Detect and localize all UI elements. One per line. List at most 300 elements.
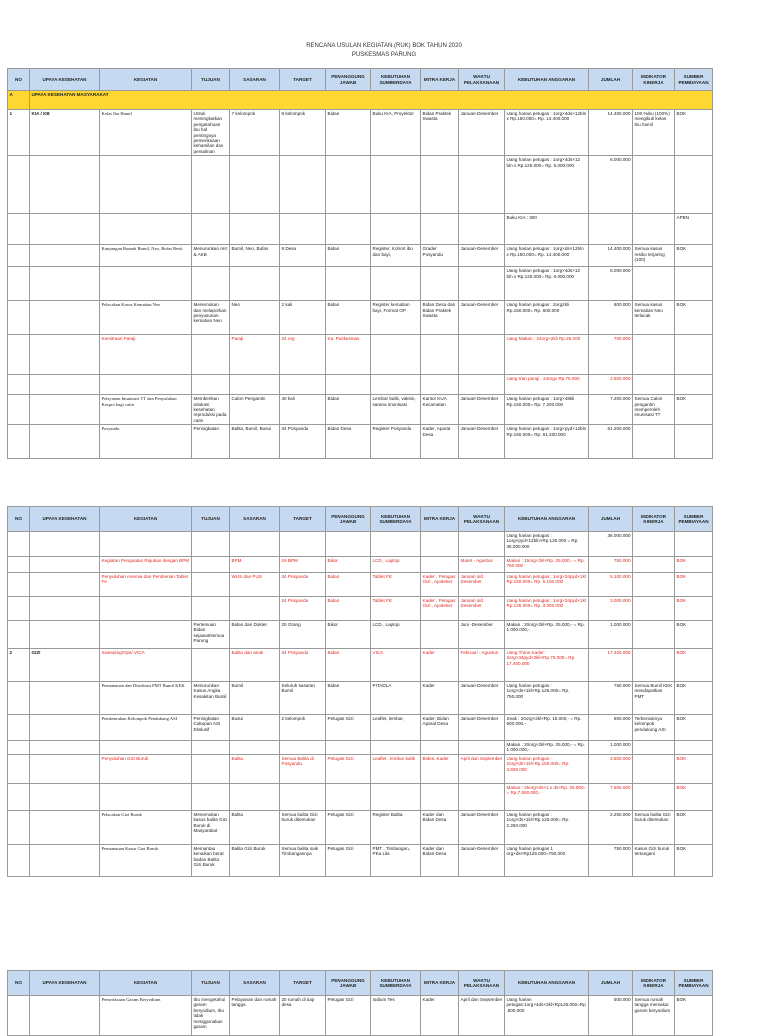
cell-anggaran: Uang harian petugas : 2org2kli Rp.150.000= Rp. 600.000	[505, 301, 589, 335]
cell-kegiatan: Penyuluhan Gizi Buruk	[100, 754, 192, 783]
column-header: WAKTU PELAKSANAAN	[459, 971, 505, 996]
column-header: MITRA KERJA	[421, 507, 459, 532]
cell-sdm	[371, 741, 421, 755]
table-row	[8, 110, 713, 156]
cell-kegiatan: Pelacakan Kasus Kematian Neo	[100, 301, 192, 335]
cell-jumlah: 6.000.000	[589, 267, 633, 301]
column-header: INDIKATOR KINERJA	[633, 971, 675, 996]
cell-sumber: BOK	[675, 395, 713, 425]
cell-upaya	[30, 301, 100, 335]
cell-pj: Bidan	[326, 245, 371, 267]
cell-sumber: BOK	[675, 573, 713, 597]
cell-no: 1	[8, 110, 30, 156]
cell-tujuan	[192, 754, 230, 783]
cell-mitra: Grader Posyandu	[421, 245, 459, 267]
table-row	[8, 267, 713, 301]
cell-jumlah: 6.000.000	[589, 156, 633, 214]
column-header: WAKTU PELAKSANAAN	[459, 69, 505, 91]
column-header: MITRA KERJA	[421, 69, 459, 91]
cell-sumber	[675, 532, 713, 557]
cell-sdm	[371, 156, 421, 214]
cell-waktu	[459, 156, 505, 214]
column-header: SASARAN	[230, 69, 280, 91]
cell-jumlah	[589, 214, 633, 245]
cell-sdm	[371, 335, 421, 375]
cell-jumlah: 750.000	[589, 682, 633, 715]
cell-anggaran: Uang harian petugas:1org×4ds×2kl×Rp125.000=Rp.500.000	[505, 996, 589, 1036]
cell-sumber	[675, 425, 713, 459]
cell-anggaran: Uang harian petugas : 1org×34pyd×1kl Rp.150.000= Rp. 5.100.000	[505, 573, 589, 597]
cell-jumlah: 5.100.000	[589, 573, 633, 597]
cell-tujuan: Memantau kenaikan berat badan Balita Gizi Buruk	[192, 844, 230, 876]
cell-kegiatan: Pemantauan dan Distribusi PMT Bumil KEK	[100, 682, 192, 715]
cell-sdm: Leaflet, lembar,	[371, 715, 421, 741]
cell-sumber: BOK	[675, 621, 713, 649]
table-row	[8, 395, 713, 425]
cell-pj	[326, 783, 371, 810]
cell-mitra: Kader dan Bidan Desa	[421, 810, 459, 844]
cell-pj	[326, 375, 371, 395]
cell-no	[8, 844, 30, 876]
cell-pj: Bidan	[326, 682, 371, 715]
cell-upaya	[30, 741, 100, 755]
cell-no	[8, 557, 30, 573]
column-header: NO	[8, 69, 30, 91]
cell-indikator: Semua rumah tangga memakai garam beryodium	[633, 996, 675, 1036]
cell-target: 19 BPM	[280, 557, 326, 573]
cell-kegiatan	[100, 214, 192, 245]
cell-mitra: Kader, Aparat Desa	[421, 425, 459, 459]
header-row	[8, 507, 713, 532]
cell-sumber	[675, 741, 713, 755]
cell-waktu: Januari-Desember	[459, 844, 505, 876]
cell-kegiatan: Posyandu	[100, 425, 192, 459]
column-header: KEGIATAN	[100, 69, 192, 91]
cell-jumlah: 500.000	[589, 996, 633, 1036]
table-row	[8, 301, 713, 335]
cell-upaya	[30, 996, 100, 1036]
cell-target: Seluruh sasaran Bumil	[280, 682, 326, 715]
cell-sumber	[675, 156, 713, 214]
column-header: JUMLAH	[589, 69, 633, 91]
column-header: WAKTU PELAKSANAAN	[459, 507, 505, 532]
table-row	[8, 532, 713, 557]
table-row	[8, 245, 713, 267]
cell-indikator	[633, 267, 675, 301]
cell-mitra	[421, 532, 459, 557]
cell-jumlah: 1.000.000	[589, 621, 633, 649]
cell-mitra: Kader	[421, 649, 459, 682]
cell-tujuan: Menurunkan Kasus Angka Kesakitan Bumil	[192, 682, 230, 715]
column-header: NO	[8, 971, 30, 996]
table-row	[8, 375, 713, 395]
cell-sasaran	[230, 741, 280, 755]
cell-target: Semua Balita di Posyandu	[280, 754, 326, 783]
table-row	[8, 649, 713, 682]
cell-sasaran: Bidan dan Dokter	[230, 621, 280, 649]
column-header: TUJUAN	[192, 507, 230, 532]
cell-sumber: BOK	[675, 649, 713, 682]
column-header: SUMBER PEMBIAYAAN	[675, 971, 713, 996]
cell-anggaran: Snak : 20org×2kl×Rp. 15.000,- = Rp. 600.000,-	[505, 715, 589, 741]
cell-mitra	[421, 375, 459, 395]
cell-indikator: Semua Calon pengantin memperoleh imunisasi TT	[633, 395, 675, 425]
cell-anggaran: Uang harian petugas 1 org×ds×Rp125.000=750.000	[505, 844, 589, 876]
cell-anggaran: Uang harian petugas : 1org×4ds×12 bln x Rp.125.000= Rp. 6.000.000	[505, 156, 589, 214]
column-header: TARGET	[280, 971, 326, 996]
cell-target: 24 org	[280, 335, 326, 375]
cell-sdm	[371, 214, 421, 245]
budget-table-page-1	[7, 68, 713, 459]
column-header: INDIKATOR KINERJA	[633, 507, 675, 532]
cell-pj: Petugas Gizi	[326, 844, 371, 876]
cell-jumlah: 7.200.000	[589, 395, 633, 425]
table-row	[8, 783, 713, 810]
cell-upaya	[30, 532, 100, 557]
column-header: MITRA KERJA	[421, 971, 459, 996]
cell-sasaran: Pelayanan dan rumah tangga	[230, 996, 280, 1036]
cell-sumber: BOK	[675, 754, 713, 783]
cell-indikator	[633, 156, 675, 214]
cell-jumlah: 14.400.000	[589, 245, 633, 267]
cell-no	[8, 245, 30, 267]
table-row	[8, 682, 713, 715]
cell-sasaran: Balita	[230, 810, 280, 844]
title-line-2: PUSKESMAS PARUNG	[351, 52, 417, 58]
cell-sasaran: Balita	[230, 754, 280, 783]
cell-sumber: BOK	[675, 245, 713, 267]
column-header: KEBUTUHAN ANGGARAN	[505, 69, 589, 91]
cell-kegiatan: Pemantauan Kasus Gizi Buruk	[100, 844, 192, 876]
cell-no	[8, 783, 30, 810]
cell-tujuan	[192, 573, 230, 597]
table-row	[8, 844, 713, 876]
cell-anggaran: Uang harian petugas : 1org×pyd×12bln×Rp.125.000 = Rp. 36.000.000	[505, 532, 589, 557]
cell-sdm: PMT , Timbangan, PKa Lila	[371, 844, 421, 876]
cell-waktu	[459, 267, 505, 301]
cell-tujuan: Ibu mengetahui garam beryodium, Ibu tidak menggunakan garam	[192, 996, 230, 1036]
cell-upaya	[30, 754, 100, 783]
cell-pj	[326, 741, 371, 755]
cell-sasaran: Bumil, Neo, Bufas	[230, 245, 280, 267]
cell-waktu: Januari s/d Desember	[459, 597, 505, 621]
cell-kegiatan: Kegiatan Penguatan Rujukan dengan BPM	[100, 557, 192, 573]
cell-mitra: Kader , Petugas Gizi , Apoteker	[421, 597, 459, 621]
cell-sasaran	[230, 375, 280, 395]
cell-sdm: Tablet FE	[371, 597, 421, 621]
cell-upaya	[30, 335, 100, 375]
column-header: UPAYA KESEHATAN	[30, 507, 100, 532]
cell-mitra: Bides, Kader	[421, 754, 459, 783]
cell-waktu: Januari s/d Desember	[459, 573, 505, 597]
cell-sdm: Lembar balik, vaksin, sarana imunisasi	[371, 395, 421, 425]
cell-sasaran: Bumil	[230, 682, 280, 715]
cell-target: 34 Posyandu	[280, 425, 326, 459]
cell-kegiatan	[100, 532, 192, 557]
cell-kegiatan	[100, 783, 192, 810]
cell-mitra: Kantor KUA Kecamatan	[421, 395, 459, 425]
table-row	[8, 621, 713, 649]
cell-sumber: BOK	[675, 682, 713, 715]
cell-kegiatan	[100, 156, 192, 214]
cell-no	[8, 301, 30, 335]
cell-kegiatan	[100, 621, 192, 649]
cell-no	[8, 741, 30, 755]
cell-waktu: Januari-Desember	[459, 245, 505, 267]
cell-anggaran: Buku KIA : 300	[505, 214, 589, 245]
column-header: PENANGGUNG JAWAB	[326, 971, 371, 996]
section-number: A	[8, 91, 30, 110]
cell-mitra	[421, 214, 459, 245]
cell-kegiatan: Sweeping/Ops/ VICA	[100, 649, 192, 682]
cell-pj: Bidan	[326, 649, 371, 682]
cell-no	[8, 573, 30, 597]
cell-indikator	[633, 214, 675, 245]
cell-mitra: Kader, Bidan Aparat Desa	[421, 715, 459, 741]
cell-pj	[326, 532, 371, 557]
cell-anggaran: Makan : 25org×ds×1 x ds×Rp. 25.000,- = Rp.7.500.000,-	[505, 783, 589, 810]
table-row	[8, 557, 713, 573]
cell-mitra: Kader	[421, 996, 459, 1036]
cell-sumber: BOK	[675, 597, 713, 621]
cell-anggaran: Makan : 20org×2kl×Rp. 25.000,- = Rp. 1.000.000,-	[505, 621, 589, 649]
cell-jumlah: 750.000	[589, 557, 633, 573]
cell-tujuan	[192, 156, 230, 214]
table-row	[8, 597, 713, 621]
cell-indikator: Semua kasus kematian Neo terlacak	[633, 301, 675, 335]
cell-upaya	[30, 267, 100, 301]
cell-sasaran	[230, 214, 280, 245]
cell-mitra: Kader dan Bidan Desa	[421, 844, 459, 876]
cell-tujuan	[192, 335, 230, 375]
cell-tujuan	[192, 741, 230, 755]
column-header: UPAYA KESEHATAN	[30, 971, 100, 996]
cell-tujuan: Menemukan kasus balita Gizi Buruk di Masyarakat	[192, 810, 230, 844]
cell-sasaran	[230, 597, 280, 621]
cell-sdm: Register Posyandu	[371, 425, 421, 459]
column-header: TARGET	[280, 69, 326, 91]
cell-target: 2 kelompok	[280, 715, 326, 741]
cell-jumlah: 3.000.000	[589, 597, 633, 621]
cell-sumber: APBN	[675, 214, 713, 245]
cell-indikator	[633, 649, 675, 682]
cell-waktu: Januari-Desember	[459, 301, 505, 335]
cell-upaya	[30, 715, 100, 741]
cell-anggaran: Uang tran paraji : 24orgx Rp.75.000	[505, 375, 589, 395]
cell-sdm	[371, 267, 421, 301]
cell-anggaran: Uang Trans Kader : 2org×34pyd×2kli×Rp.75.000= Rp. 17.400.000	[505, 649, 589, 682]
cell-tujuan: Peningkatan	[192, 425, 230, 459]
cell-target	[280, 532, 326, 557]
column-header: KEBUTUHAN SUMBERDAYA	[371, 507, 421, 532]
cell-indikator	[633, 741, 675, 755]
cell-jumlah: 2.500.000	[589, 375, 633, 395]
column-header: SASARAN	[230, 507, 280, 532]
cell-sumber: BOK	[675, 844, 713, 876]
cell-pj: Bidan	[326, 597, 371, 621]
cell-pj	[326, 267, 371, 301]
cell-target: 8 kelompok	[280, 110, 326, 156]
cell-waktu: Juni -Desember	[459, 621, 505, 649]
cell-indikator	[633, 425, 675, 459]
header-row	[8, 69, 713, 91]
cell-indikator	[633, 621, 675, 649]
cell-sdm	[371, 783, 421, 810]
cell-sasaran: Paraji	[230, 335, 280, 375]
cell-kegiatan: Pelayanan Imunisasi TT dan Penyuluhan Kespro bagi catin	[100, 395, 192, 425]
cell-sdm: Register, Kohort ibu dan bayi,	[371, 245, 421, 267]
cell-jumlah: 14.400.000	[589, 110, 633, 156]
cell-upaya: KIA / KB	[30, 110, 100, 156]
cell-sasaran: WUS dan PUS	[230, 573, 280, 597]
cell-sdm: LCD , Laptop	[371, 557, 421, 573]
cell-no	[8, 754, 30, 783]
cell-target	[280, 156, 326, 214]
cell-anggaran: Makan : 20org×2kl×Rp. 25.000,- = Rp. 1.000.000,-	[505, 741, 589, 755]
cell-sdm: Iodium Tes	[371, 996, 421, 1036]
cell-tujuan: Menemukan dan melaporkan penyusunan kematian Neo	[192, 301, 230, 335]
cell-no	[8, 156, 30, 214]
cell-upaya	[30, 844, 100, 876]
section-row	[8, 91, 713, 110]
cell-pj: Petugas Gizi	[326, 810, 371, 844]
cell-target: 2 kali	[280, 301, 326, 335]
cell-sasaran: Balita Gizi Buruk	[230, 844, 280, 876]
column-header: KEGIATAN	[100, 507, 192, 532]
cell-mitra	[421, 156, 459, 214]
cell-waktu: Januari-Desember	[459, 715, 505, 741]
cell-target: 20 rumah di tiap desa	[280, 996, 326, 1036]
cell-indikator	[633, 532, 675, 557]
cell-no	[8, 621, 30, 649]
cell-waktu: April dan September	[459, 754, 505, 783]
cell-anggaran: Uang harian petugas : 1org×34pyd×1kl Rp.125.000= Rp. 3.000.000	[505, 597, 589, 621]
cell-sasaran	[230, 783, 280, 810]
column-header: PENANGGUNG JAWAB	[326, 507, 371, 532]
cell-waktu	[459, 741, 505, 755]
cell-indikator: Terbentuknya kelompok pendukung ASI	[633, 715, 675, 741]
cell-no	[8, 395, 30, 425]
cell-jumlah: 600.000	[589, 715, 633, 741]
cell-pj	[326, 214, 371, 245]
cell-sasaran: Balita dan anak	[230, 649, 280, 682]
column-header: TUJUAN	[192, 69, 230, 91]
budget-table-page-2	[7, 506, 713, 877]
cell-tujuan	[192, 597, 230, 621]
cell-jumlah: 1.000.000	[589, 741, 633, 755]
header-row	[8, 971, 713, 996]
cell-upaya	[30, 375, 100, 395]
cell-sumber: BOK	[675, 810, 713, 844]
cell-jumlah: 2.250.000	[589, 810, 633, 844]
cell-kegiatan	[100, 741, 192, 755]
cell-upaya	[30, 621, 100, 649]
cell-kegiatan: Pemeriksaan Garam Beryodium	[100, 996, 192, 1036]
cell-tujuan	[192, 375, 230, 395]
cell-target: 20 Orang	[280, 621, 326, 649]
cell-anggaran: Uang harian petugas : 1org×ds×12bln x Rp.150.000= Rp. 14.400.000	[505, 245, 589, 267]
cell-mitra: Bidan Desa dan Bidan Praktek Swasta	[421, 301, 459, 335]
column-header: NO	[8, 507, 30, 532]
cell-target: 34 Posyandu	[280, 649, 326, 682]
cell-target	[280, 214, 326, 245]
cell-indikator	[633, 573, 675, 597]
column-header: JUMLAH	[589, 971, 633, 996]
cell-indikator	[633, 597, 675, 621]
cell-sdm: Register kematian bayi, Format OP	[371, 301, 421, 335]
cell-mitra	[421, 621, 459, 649]
cell-indikator: 100 %ibu (100%) mengikuti kelas ibu hamil	[633, 110, 675, 156]
cell-no	[8, 532, 30, 557]
cell-mitra	[421, 267, 459, 301]
cell-kegiatan: Pembentukan Kelompok Pendukung ASI	[100, 715, 192, 741]
cell-sasaran: Neo	[230, 301, 280, 335]
cell-kegiatan: Kunjungan Rumah Bumil, Neo, Bufas Resti	[100, 245, 192, 267]
cell-upaya	[30, 557, 100, 573]
cell-target: 24 Posyandu	[280, 597, 326, 621]
cell-pj: Petugas Gizi	[326, 754, 371, 783]
cell-target: Semua balita Gizi buruk ditemukan	[280, 810, 326, 844]
cell-jumlah: 750.000	[589, 844, 633, 876]
cell-sasaran	[230, 156, 280, 214]
cell-sumber: BOK	[675, 557, 713, 573]
cell-waktu: Januari-Desember	[459, 810, 505, 844]
cell-upaya	[30, 810, 100, 844]
cell-indikator	[633, 557, 675, 573]
cell-jumlah: 7.500.000	[589, 783, 633, 810]
cell-kegiatan	[100, 375, 192, 395]
cell-indikator	[633, 375, 675, 395]
cell-upaya	[30, 245, 100, 267]
cell-indikator: Semua kasus resiko terjaring (100)	[633, 245, 675, 267]
column-header: KEGIATAN	[100, 971, 192, 996]
cell-mitra: Kader , Petugas Gizi , Apoteker	[421, 573, 459, 597]
section-label: UPAYA KESEHATAN MASYARAKAT	[30, 91, 713, 110]
cell-no	[8, 682, 30, 715]
cell-upaya	[30, 156, 100, 214]
cell-jumlah: 600.000	[589, 301, 633, 335]
cell-upaya	[30, 682, 100, 715]
table-row	[8, 810, 713, 844]
cell-kegiatan: Pelacakan Gizi Buruk	[100, 810, 192, 844]
cell-waktu: Januari-Desember	[459, 110, 505, 156]
cell-no	[8, 425, 30, 459]
cell-waktu: Maret - Agustus	[459, 557, 505, 573]
cell-tujuan	[192, 214, 230, 245]
cell-waktu: April dan September	[459, 996, 505, 1036]
cell-indikator: Kasus Gizi buruk tertangani	[633, 844, 675, 876]
cell-no	[8, 375, 30, 395]
cell-sdm	[371, 375, 421, 395]
cell-pj: Bidan	[326, 301, 371, 335]
cell-waktu: Januari-Desember	[459, 425, 505, 459]
cell-tujuan: Menurunkan AKI & AKB	[192, 245, 230, 267]
column-header: SUMBER PEMBIAYAAN	[675, 69, 713, 91]
cell-upaya	[30, 425, 100, 459]
cell-pj	[326, 156, 371, 214]
cell-sumber	[675, 335, 713, 375]
column-header: KEBUTUHAN SUMBERDAYA	[371, 971, 421, 996]
cell-waktu	[459, 214, 505, 245]
cell-sdm: Leaflet , lembar balik	[371, 754, 421, 783]
table-row	[8, 214, 713, 245]
cell-indikator	[633, 754, 675, 783]
cell-sasaran	[230, 532, 280, 557]
cell-anggaran: Uang Makan : 24org×2kli Rp.25.000	[505, 335, 589, 375]
column-header: KEBUTUHAN ANGGARAN	[505, 507, 589, 532]
cell-pj: Bikor	[326, 557, 371, 573]
cell-indikator: Semua Bumil KEK mendapatkan PMT	[633, 682, 675, 715]
